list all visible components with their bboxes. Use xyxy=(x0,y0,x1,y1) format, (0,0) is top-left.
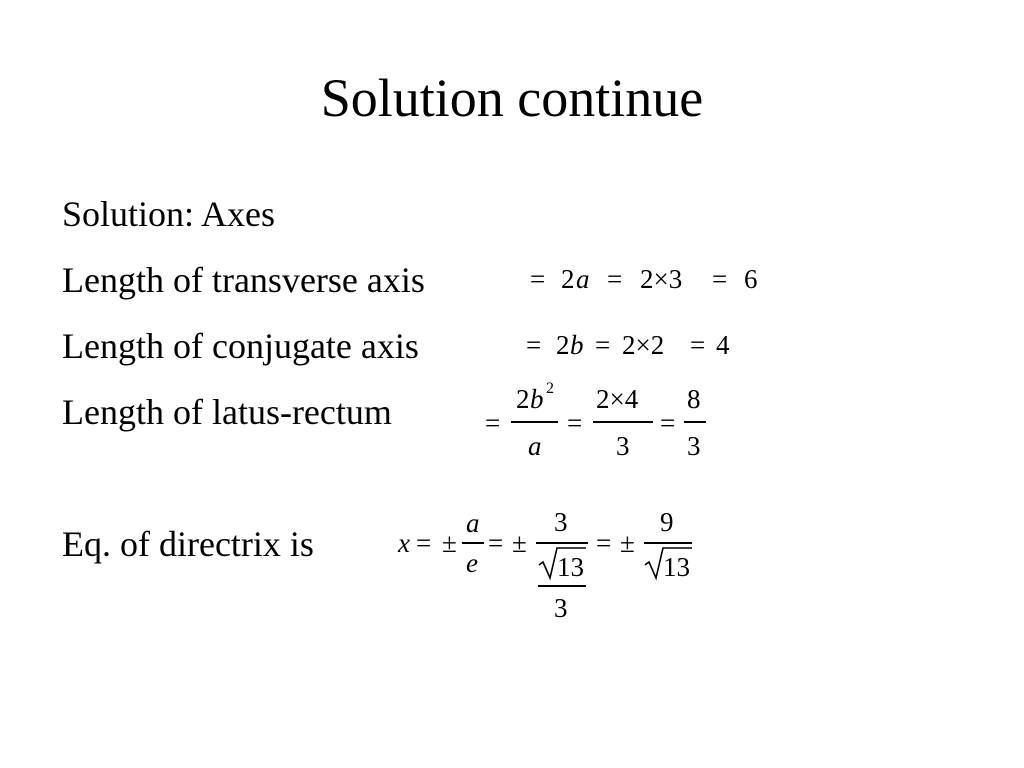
plus-minus-sign: ± xyxy=(442,528,457,558)
numerator: 8 xyxy=(687,384,701,414)
radicand: 13 xyxy=(557,552,584,582)
variable-a: a xyxy=(576,264,590,294)
equals-sign: = xyxy=(485,408,501,438)
transverse-axis-label: Length of transverse axis xyxy=(62,260,425,300)
equals-sign: = xyxy=(526,330,542,360)
fraction-bar xyxy=(462,542,484,544)
product-expression: 2×2 xyxy=(622,330,665,360)
denominator: 3 xyxy=(687,431,701,461)
slide-title: Solution continue xyxy=(320,68,704,128)
heading-axes: Solution: Axes xyxy=(62,194,276,234)
variable-x: x xyxy=(398,528,410,558)
denominator: e xyxy=(466,548,478,578)
fraction-bar xyxy=(684,421,706,423)
denominator: 3 xyxy=(554,593,568,623)
numerator-coefficient: 2 xyxy=(516,384,530,414)
product-expression: 2×3 xyxy=(640,264,683,294)
plus-minus-sign: ± xyxy=(620,528,635,558)
equals-sign: = xyxy=(416,528,432,558)
denominator: a xyxy=(528,431,542,461)
numerator: 9 xyxy=(660,507,674,537)
numerator: a xyxy=(466,508,480,538)
equals-sign: = xyxy=(488,528,504,558)
fraction-bar xyxy=(644,542,692,544)
result-value: 6 xyxy=(744,264,758,294)
denominator: 3 xyxy=(616,431,630,461)
numerator: 3 xyxy=(554,507,568,537)
equals-sign: = xyxy=(595,330,611,360)
equals-sign: = xyxy=(530,264,546,294)
equals-sign: = xyxy=(712,264,728,294)
equals-sign: = xyxy=(567,408,583,438)
equals-sign: = xyxy=(690,330,706,360)
equals-sign: = xyxy=(660,408,676,438)
radicand: 13 xyxy=(663,552,690,582)
equals-sign: = xyxy=(596,528,612,558)
conjugate-axis-label: Length of conjugate axis xyxy=(62,326,419,366)
plus-minus-sign: ± xyxy=(512,528,527,558)
variable-b: b xyxy=(570,330,584,360)
directrix-label: Eq. of directrix is xyxy=(62,524,314,564)
equals-sign: = xyxy=(607,264,623,294)
fraction-bar-inner xyxy=(538,585,586,587)
fraction-bar xyxy=(593,421,653,423)
latus-rectum-label: Length of latus-rectum xyxy=(62,392,392,432)
coefficient: 2 xyxy=(556,330,570,360)
coefficient: 2 xyxy=(561,264,575,294)
exponent: 2 xyxy=(546,380,554,397)
fraction-bar xyxy=(536,542,588,544)
fraction-bar xyxy=(511,421,558,423)
numerator: 2×4 xyxy=(596,384,639,414)
numerator-variable: b xyxy=(530,384,544,414)
result-value: 4 xyxy=(716,330,730,360)
